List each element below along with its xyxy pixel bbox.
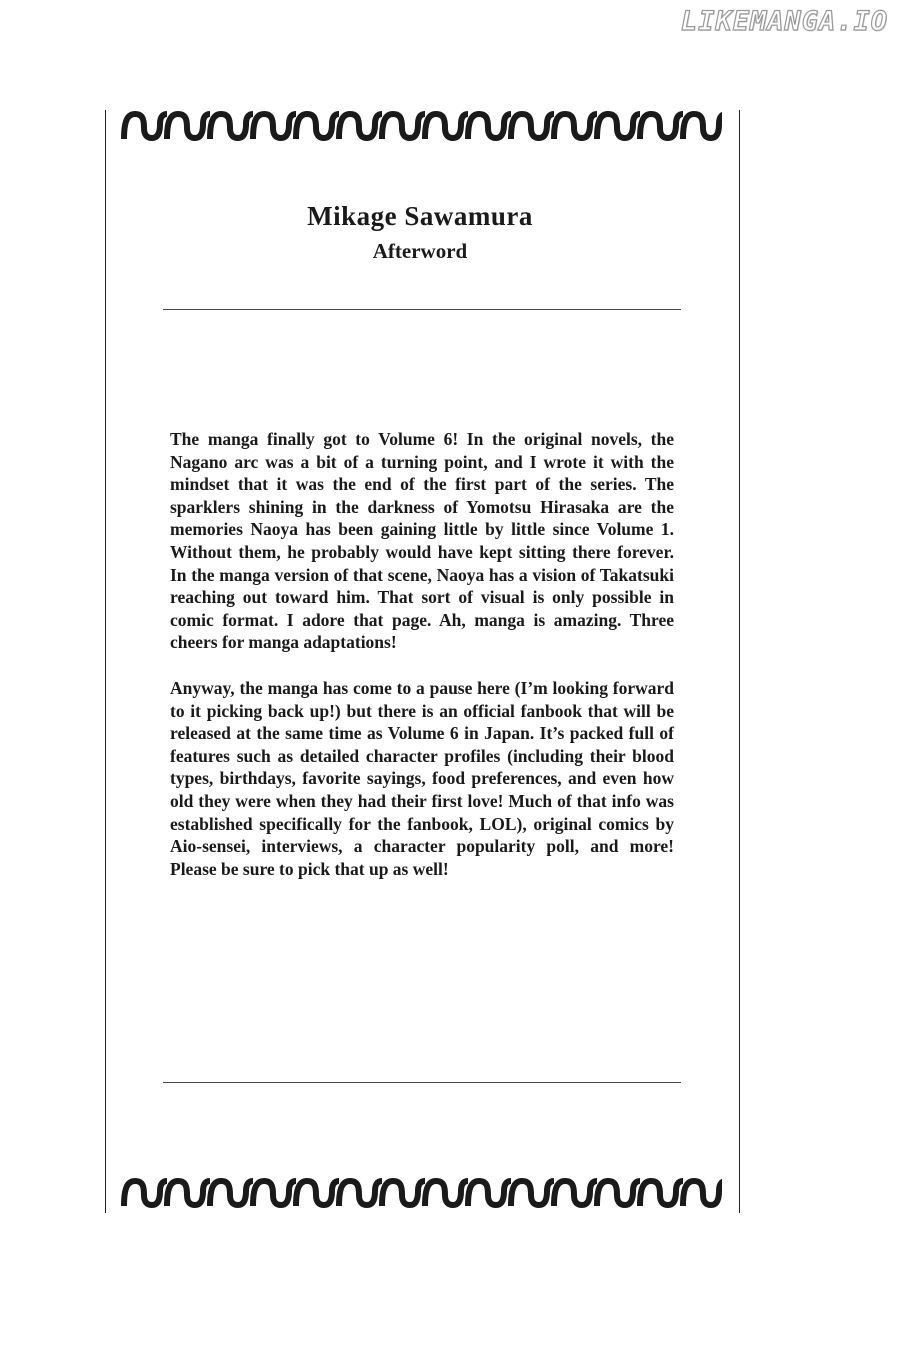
border-motif bbox=[253, 1181, 296, 1206]
border-motif bbox=[425, 114, 468, 139]
border-motif bbox=[640, 1181, 683, 1206]
border-motif bbox=[382, 1181, 425, 1206]
border-motif bbox=[167, 1181, 210, 1206]
border-motif bbox=[339, 114, 382, 139]
border-motif bbox=[296, 114, 339, 139]
border-motif bbox=[167, 114, 210, 139]
divider-top bbox=[163, 309, 681, 310]
site-watermark: LIKEMANGA.IO bbox=[680, 6, 888, 37]
author-name: Mikage Sawamura bbox=[307, 201, 533, 231]
border-motif bbox=[468, 1181, 511, 1206]
border-motif bbox=[382, 114, 425, 139]
page-frame-left-line bbox=[105, 110, 106, 1213]
border-motif bbox=[124, 1181, 167, 1206]
section-title: Afterword bbox=[372, 239, 468, 263]
border-motif bbox=[210, 114, 253, 139]
decorative-border-bottom bbox=[120, 1175, 722, 1211]
border-motif bbox=[124, 114, 167, 139]
border-motif bbox=[640, 114, 683, 139]
page-frame-right-line bbox=[739, 110, 740, 1213]
border-motif bbox=[468, 114, 511, 139]
afterword-body bbox=[170, 428, 674, 903]
border-motif bbox=[597, 114, 640, 139]
border-motif bbox=[554, 1181, 597, 1206]
border-motif bbox=[597, 1181, 640, 1206]
border-motif bbox=[210, 1181, 253, 1206]
decorative-border-top bbox=[120, 108, 722, 144]
paragraph-2: Anyway, the manga has come to a pause here (I’m looking forward to it picking back up!) but there is an official fanbook that will be released at the same time as Volume 6 in Japan. It’s packed full of features such as detailed character profiles (including their blood types, birthdays, favorite sayings, food preferences, and even how old they were when they had their first love! Much of that info was established specifically for the fanbook, LOL), original comics by Aio-sensei, interviews, a character popularity poll, and more! Please be sure to pick that up as well! bbox=[170, 677, 674, 879]
border-motif bbox=[683, 1181, 722, 1206]
border-motif bbox=[554, 114, 597, 139]
paragraph-1: The manga finally got to Volume 6! In the original novels, the Nagano arc was a bit of a turning point, and I wrote it with the mindset that it was the end of the first part of the series. The sparklers shining in the darkness of Yomotsu Hirasaka are the memories Naoya has been gaining little by little since Volume 1. Without them, he probably would have kept sitting there forever. In the manga version of that scene, Naoya has a vision of Takatsuki reaching out toward him. That sort of visual is only possible in comic format. I adore that page. Ah, manga is amazing. Three cheers for manga adaptations! bbox=[170, 429, 674, 653]
border-motif bbox=[425, 1181, 468, 1206]
border-motif bbox=[511, 114, 554, 139]
border-motif bbox=[339, 1181, 382, 1206]
title-block bbox=[120, 198, 720, 267]
border-motif bbox=[253, 114, 296, 139]
divider-bottom bbox=[163, 1082, 681, 1083]
border-motif bbox=[511, 1181, 554, 1206]
border-motif bbox=[683, 114, 722, 139]
border-motif bbox=[296, 1181, 339, 1206]
